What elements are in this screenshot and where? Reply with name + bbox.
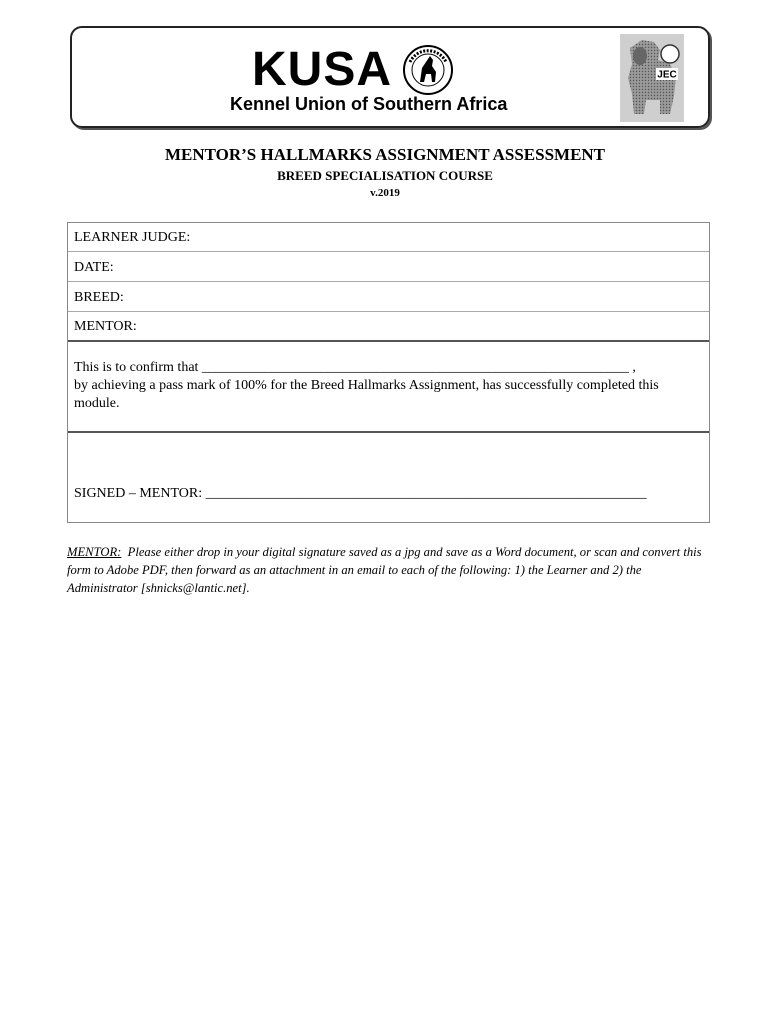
version-label: v.2019 — [370, 187, 400, 199]
page-subtitle: BREED SPECIALISATION COURSE — [277, 168, 493, 183]
mentor-label: MENTOR: — [74, 319, 137, 334]
breed-field[interactable] — [68, 283, 709, 312]
confirm-text: by achieving a pass mark of 100% for the Breed Hallmarks Assignment, has successfully completed this module. — [74, 378, 659, 411]
letterhead — [70, 26, 710, 128]
kusa-seal-icon — [402, 42, 454, 98]
confirm-name-line[interactable]: This is to confirm that _____________________________________________________________ , — [74, 360, 636, 375]
section-divider — [68, 431, 709, 433]
instructions-text: Please either drop in your digital signature saved as a jpg and save as a Word document, or scan and convert this form to Adobe PDF, then forward as an attachment in an email to each of the following: 1) the Learner and 2) the Administrator [shnicks@lantic.net]. — [67, 545, 702, 595]
mentor-instructions — [67, 543, 712, 597]
kusa-logo-text: KUSA — [252, 43, 393, 96]
assessment-form — [67, 222, 710, 523]
kusa-subtitle: Kennel Union of Southern Africa — [230, 94, 508, 114]
breed-label: BREED: — [74, 290, 124, 305]
learner-judge-label: LEARNER JUDGE: — [74, 230, 191, 245]
section-divider — [68, 340, 709, 342]
mentor-signature-line[interactable]: SIGNED – MENTOR: _______________________________________________________________ — [74, 486, 647, 501]
confirmation-statement — [74, 359, 704, 413]
date-label: DATE: — [74, 260, 114, 275]
mentor-field[interactable] — [68, 312, 709, 341]
page-title: MENTOR’S HALLMARKS ASSIGNMENT ASSESSMENT — [164, 145, 606, 164]
jec-dog-logo-icon — [620, 34, 684, 122]
date-field[interactable] — [68, 253, 709, 282]
learner-judge-field[interactable] — [68, 223, 709, 252]
instructions-lead: MENTOR: — [67, 545, 122, 559]
jec-label: JEC — [657, 69, 677, 81]
